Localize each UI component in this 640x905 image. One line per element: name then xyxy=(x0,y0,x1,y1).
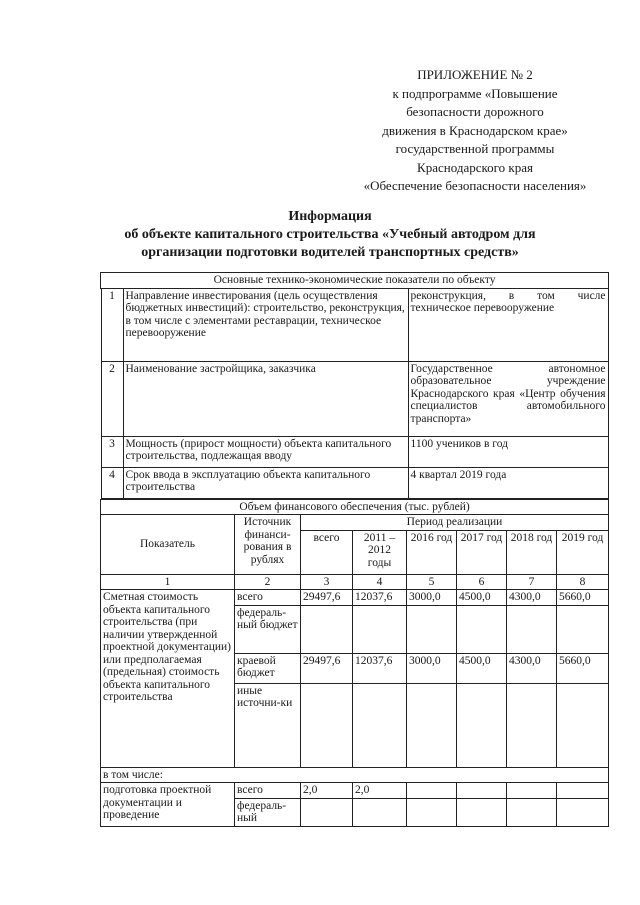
row-value: Государственное автономное образовательное учреждение Краснодарского края «Центр обучения специалистов автомобильного транспорта» xyxy=(408,361,608,436)
source-cell: всего xyxy=(235,783,301,799)
value-cell: 5660,0 xyxy=(557,653,609,683)
value-cell xyxy=(301,605,353,653)
row-container xyxy=(101,288,609,499)
value-cell: 4300,0 xyxy=(507,653,557,683)
value-cell: 3000,0 xyxy=(407,653,457,683)
table-row xyxy=(101,783,609,799)
title-line: об объекте капитального строительства «Учебный автодром для xyxy=(124,227,536,242)
value-cell xyxy=(353,683,407,767)
appendix-line: «Обеспечение безопасности населения» xyxy=(363,178,587,193)
value-cell: 29497,6 xyxy=(301,590,353,606)
appendix-line: к подпрограмме «Повышение xyxy=(392,85,558,101)
appendix-line: государственной программы xyxy=(395,141,555,156)
appendix-line: движения в Краснодарском крае» xyxy=(382,122,568,138)
including-row xyxy=(101,767,609,783)
value-cell xyxy=(457,798,507,826)
source-cell: иные источни-ки xyxy=(235,683,301,767)
value-cell: 4500,0 xyxy=(457,653,507,683)
value-cell xyxy=(353,798,407,826)
appendix-line: Краснодарского края xyxy=(417,159,533,175)
value-cell xyxy=(457,783,507,799)
object-info-table xyxy=(100,272,609,827)
value-cell xyxy=(301,798,353,826)
value-cell xyxy=(557,798,609,826)
value-cell xyxy=(457,683,507,767)
column-number-row xyxy=(101,574,609,590)
section-header: Объем финансового обеспечения (тыс. рублей) xyxy=(101,499,609,515)
row-value: 4 квартал 2019 года xyxy=(408,467,608,498)
value-cell xyxy=(557,783,609,799)
appendix-header xyxy=(335,66,615,196)
cost-label: Сметная стоимость объекта капитального строительства (при наличии утвержденной проектной документации) или предполагаемая (предельная) стоимость объекта капитального строительства xyxy=(101,590,235,768)
source-cell: федераль-ный xyxy=(235,798,301,826)
value-cell xyxy=(353,605,407,653)
table-row xyxy=(101,590,609,606)
row-number: 2 xyxy=(101,361,123,436)
column-number: 8 xyxy=(557,574,609,590)
document-title xyxy=(80,208,580,262)
column-number: 7 xyxy=(507,574,557,590)
title-line: Информация xyxy=(288,209,372,224)
value-cell xyxy=(557,605,609,653)
row-label: Срок ввода в эксплуатацию объекта капитального строительства xyxy=(123,467,408,498)
value-cell: 12037,6 xyxy=(353,653,407,683)
column-number: 5 xyxy=(407,574,457,590)
row-label: Наименование застройщика, заказчика xyxy=(123,361,408,436)
value-cell: 4300,0 xyxy=(507,590,557,606)
value-cell: 3000,0 xyxy=(407,590,457,606)
value-cell xyxy=(457,605,507,653)
row-label: Направление инвестирования (цель осуществления бюджетных инвестиций): строительство, реконструкция, в том числе с элементами реставрации, техническое перевооружение xyxy=(123,289,408,362)
source-cell: краевой бюджет xyxy=(235,653,301,683)
column-number: 4 xyxy=(353,574,407,590)
design-label: подготовка проектной документации и проведение xyxy=(101,783,235,827)
value-cell: 5660,0 xyxy=(557,590,609,606)
header-period: Период реализации xyxy=(301,515,609,531)
header-year: 2011 – 2012 годы xyxy=(353,530,407,574)
column-number: 6 xyxy=(457,574,507,590)
row-number: 1 xyxy=(101,289,123,362)
row-value: 1100 учеников в год xyxy=(408,436,608,467)
value-cell xyxy=(407,783,457,799)
header-year: 2018 год xyxy=(507,530,557,574)
including-label: в том числе: xyxy=(101,767,609,783)
column-number: 1 xyxy=(101,574,235,590)
value-cell xyxy=(507,683,557,767)
value-cell xyxy=(507,783,557,799)
row-number: 4 xyxy=(101,467,123,498)
source-cell: федераль-ный бюджет xyxy=(235,605,301,653)
value-cell xyxy=(507,798,557,826)
header-year: 2017 год xyxy=(457,530,507,574)
value-cell: 29497,6 xyxy=(301,653,353,683)
header-source: Источник финанси-рования в рублях xyxy=(235,515,301,575)
value-cell: 2,0 xyxy=(353,783,407,799)
section-header: Основные технико-экономические показатели по объекту xyxy=(101,273,609,289)
value-cell: 4500,0 xyxy=(457,590,507,606)
value-cell xyxy=(507,605,557,653)
row-label: Мощность (прирост мощности) объекта капитального строительства, подлежащая вводу xyxy=(123,436,408,467)
table-row xyxy=(101,288,609,499)
row-value: реконструкция, в том числе техническое перевооружение xyxy=(408,289,608,362)
value-cell xyxy=(407,605,457,653)
section-header-row xyxy=(101,273,609,289)
header-indicator: Показатель xyxy=(101,515,235,575)
row-number: 3 xyxy=(101,436,123,467)
value-cell xyxy=(407,798,457,826)
header-total: всего xyxy=(301,530,353,574)
value-cell: 12037,6 xyxy=(353,590,407,606)
section-header-row xyxy=(101,499,609,515)
title-line: организации подготовки водителей транспортных средств» xyxy=(141,245,519,260)
column-number: 3 xyxy=(301,574,353,590)
column-number: 2 xyxy=(235,574,301,590)
source-cell: всего xyxy=(235,590,301,606)
value-cell xyxy=(557,683,609,767)
value-cell xyxy=(301,683,353,767)
value-cell: 2,0 xyxy=(301,783,353,799)
header-year: 2019 год xyxy=(557,530,609,574)
header-row xyxy=(101,515,609,531)
value-cell xyxy=(407,683,457,767)
appendix-line: ПРИЛОЖЕНИЕ № 2 xyxy=(417,67,533,82)
appendix-line: безопасности дорожного xyxy=(406,104,544,119)
header-year: 2016 год xyxy=(407,530,457,574)
